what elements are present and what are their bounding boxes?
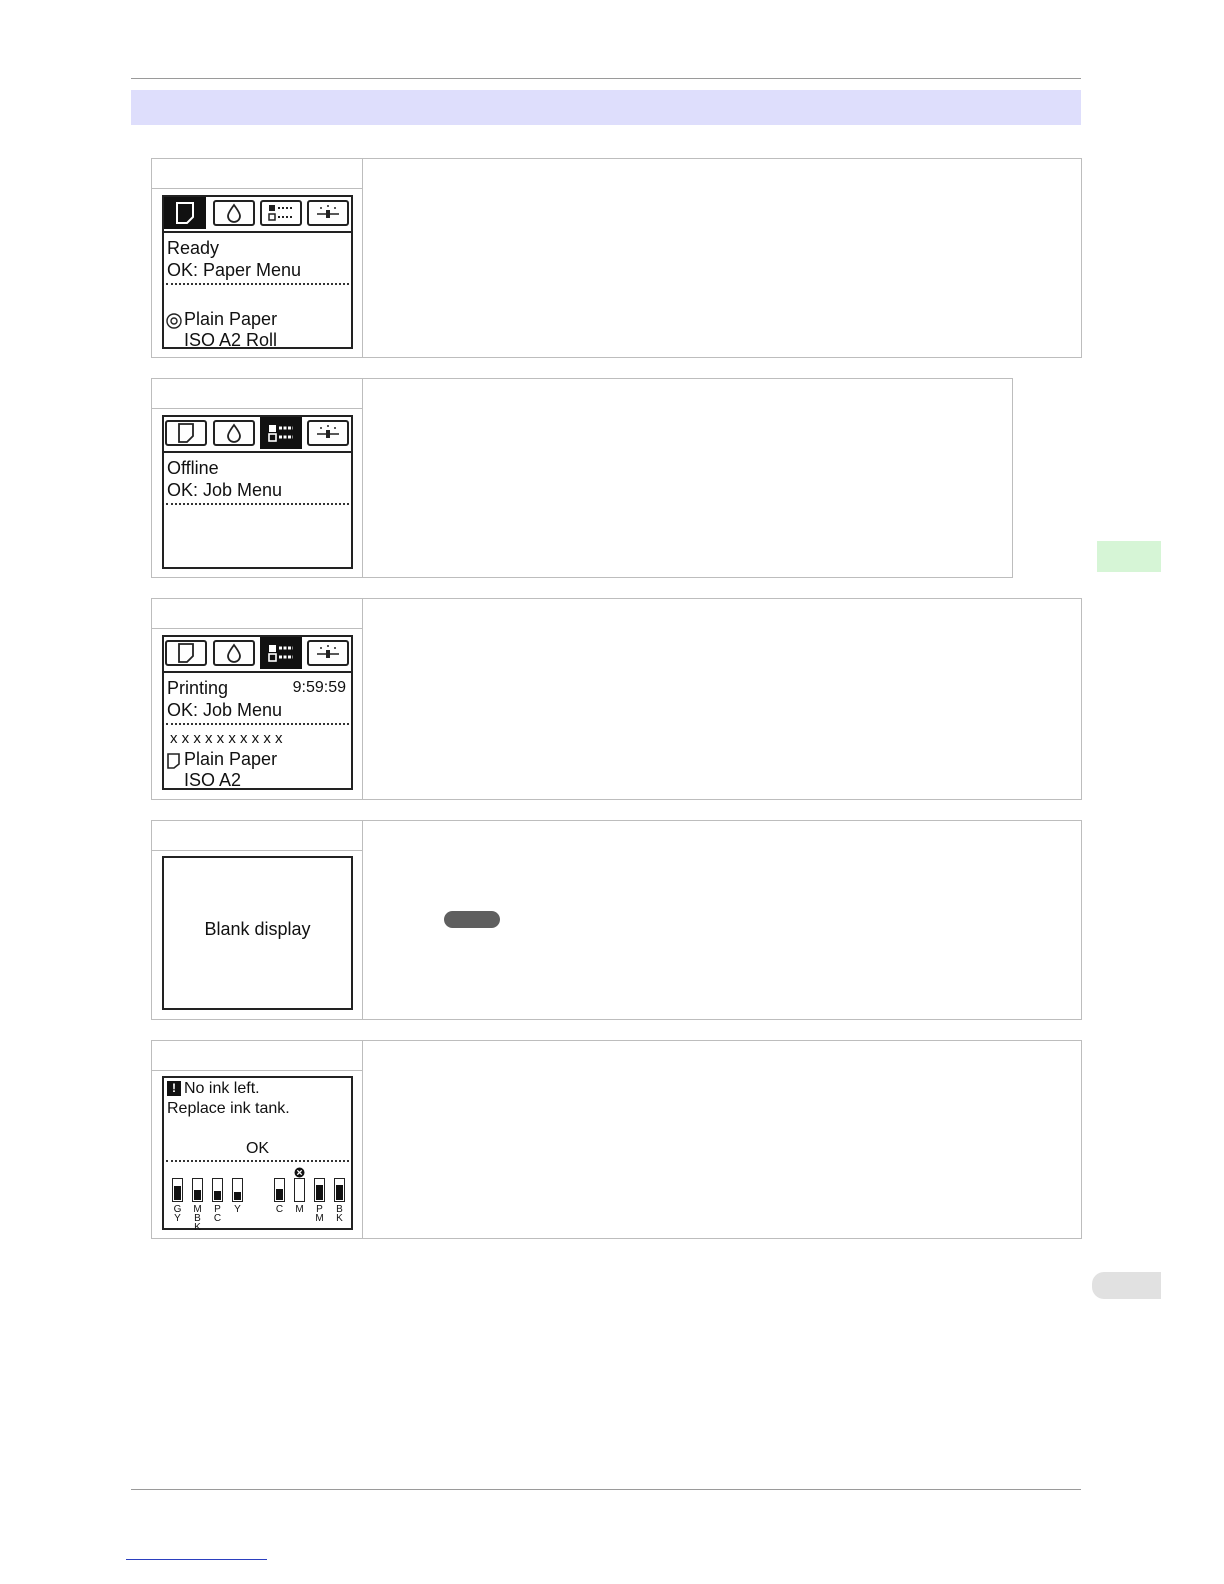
ink-gauge-fill [276, 1189, 283, 1200]
display-column-header [152, 159, 362, 189]
ink-gauge-label: M B K [193, 1204, 202, 1233]
ink-gauge-label: G Y [173, 1204, 182, 1224]
blank-display-label: Blank display [204, 919, 311, 939]
section-header-band [131, 90, 1081, 125]
lcd-media-type: Plain Paper [184, 749, 278, 769]
lcd-job-name: x x x x x x x x x x [170, 730, 283, 747]
ink-gauge-fill [336, 1185, 343, 1200]
ink-gauge-label: Y [234, 1204, 241, 1215]
ink-tab-icon[interactable] [213, 200, 255, 226]
lcd-printing-screen [162, 635, 353, 790]
ink-gauge-label: M [295, 1204, 304, 1215]
lcd-status: Printing [167, 678, 229, 698]
lcd-media-size: ISO A2 [184, 770, 242, 790]
lcd-error-line-2: Replace ink tank. [167, 1100, 290, 1117]
settings-tab-icon[interactable] [307, 420, 349, 446]
ink-gauge-fill [214, 1191, 221, 1200]
top-rule [131, 78, 1081, 79]
lcd-ink-error-screen [162, 1076, 353, 1233]
sheet-paper-icon [166, 752, 181, 775]
chapter-tab[interactable] [1097, 541, 1161, 572]
ink-gauge-fill [316, 1185, 323, 1200]
lcd-tab-bar [164, 637, 351, 673]
bottom-rule [131, 1489, 1081, 1490]
ink-gauge [334, 1178, 345, 1202]
lcd-menu-hint: OK: Job Menu [167, 700, 283, 720]
lcd-offline-screen [162, 415, 353, 569]
lcd-divider [166, 283, 349, 285]
ink-gauge [212, 1178, 223, 1202]
lcd-menu-hint: OK: Paper Menu [167, 260, 302, 280]
ink-tab-icon[interactable] [213, 420, 255, 446]
lcd-media-type: Plain Paper [184, 309, 278, 329]
footer-link[interactable] [126, 1559, 267, 1560]
job-tab-icon[interactable] [260, 637, 302, 669]
energy-button-icon [444, 911, 500, 928]
ink-tab-icon[interactable] [213, 640, 255, 666]
lcd-remaining-time: 9:59:59 [292, 679, 346, 696]
display-column-header [152, 379, 362, 409]
warning-icon: ! [167, 1081, 181, 1096]
lcd-tab-bar [164, 417, 351, 453]
table-row-ink-error [151, 1040, 1082, 1239]
lcd-ok-button[interactable]: OK [245, 1140, 270, 1157]
ink-gauge [274, 1178, 285, 1202]
ink-gauge-label: P M [315, 1204, 324, 1224]
ink-gauge [314, 1178, 325, 1202]
lcd-blank-screen [162, 856, 353, 1010]
table-row-offline [151, 378, 1013, 578]
roll-paper-icon [166, 313, 182, 334]
lcd-status: Ready [167, 238, 220, 258]
display-column-header [152, 821, 362, 851]
paper-tab-icon[interactable] [165, 420, 207, 446]
lcd-error-line-1: No ink left. [184, 1080, 260, 1097]
index-tab[interactable] [1092, 1272, 1161, 1299]
ink-gauge [172, 1178, 183, 1202]
paper-tab-icon[interactable] [164, 197, 206, 229]
ink-gauge-fill [174, 1186, 181, 1200]
lcd-tab-bar [164, 197, 351, 233]
ink-gauge-fill [234, 1192, 241, 1200]
settings-tab-icon[interactable] [307, 200, 349, 226]
table-row-printing [151, 598, 1082, 800]
table-row-blank [151, 820, 1082, 1020]
lcd-ready-screen [162, 195, 353, 349]
ink-gauge-fill [194, 1190, 201, 1200]
lcd-menu-hint: OK: Job Menu [167, 480, 283, 500]
table-row-ready [151, 158, 1082, 358]
lcd-media-size: ISO A2 Roll [184, 330, 278, 350]
ink-gauge-label: P C [213, 1204, 222, 1224]
ink-gauge [192, 1178, 203, 1202]
job-tab-icon[interactable] [260, 417, 302, 449]
ink-gauge [294, 1178, 305, 1202]
lcd-divider [166, 723, 349, 725]
lcd-status: Offline [167, 458, 219, 478]
job-tab-icon[interactable] [260, 200, 302, 226]
display-column-header [152, 599, 362, 629]
display-column-header [152, 1041, 362, 1071]
ink-gauge-label: C [275, 1204, 284, 1215]
lcd-divider [166, 503, 349, 505]
ink-gauge [232, 1178, 243, 1202]
paper-tab-icon[interactable] [165, 640, 207, 666]
ink-level-gauges [164, 1078, 351, 1233]
settings-tab-icon[interactable] [307, 640, 349, 666]
ink-gauge-label: B K [336, 1204, 343, 1224]
